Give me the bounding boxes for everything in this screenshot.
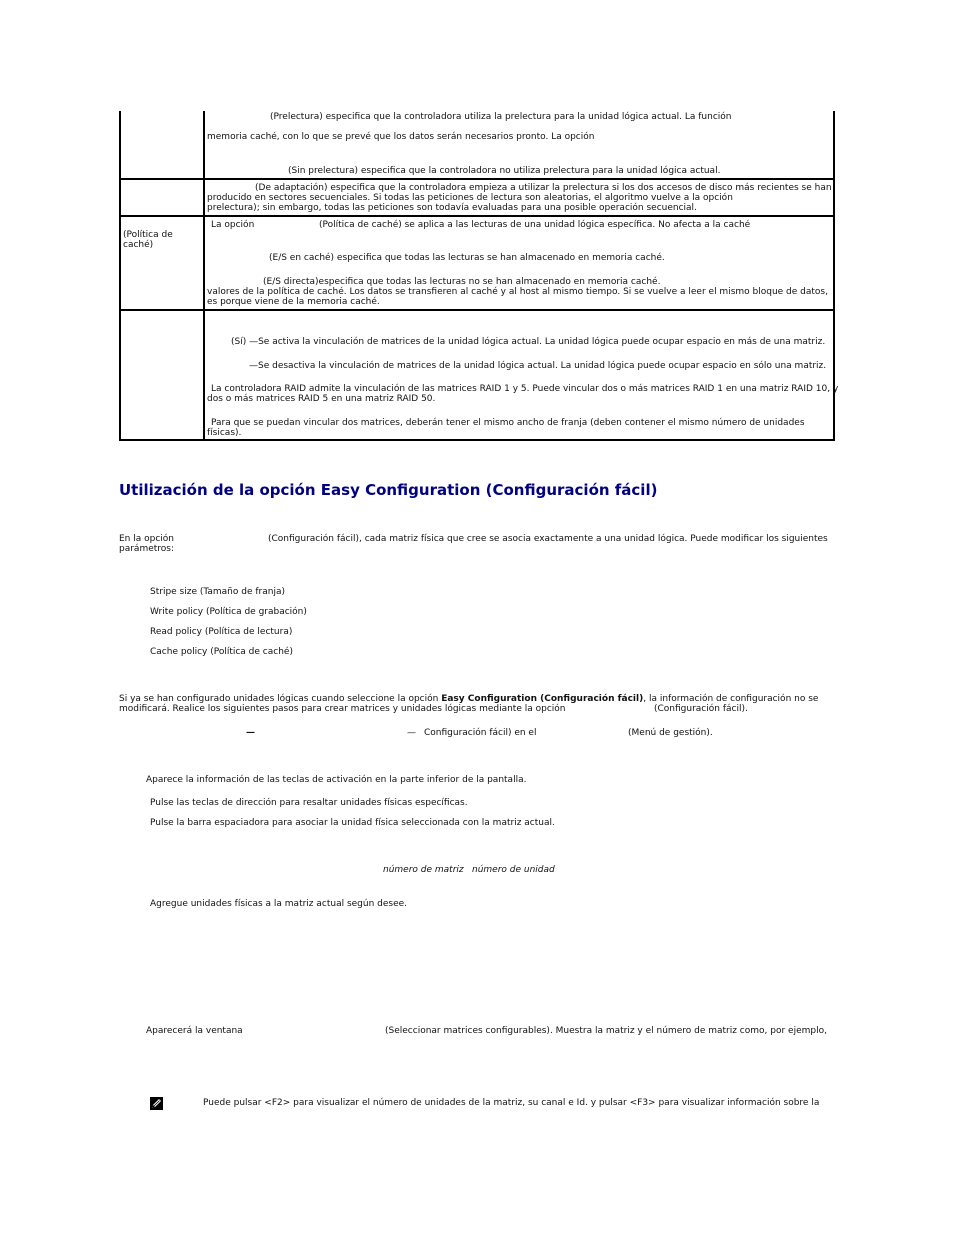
cache-policy-label: caché): [123, 240, 154, 250]
span-raid-text: dos o más matrices RAID 5 en una matriz RAID 50.: [207, 394, 436, 404]
step-text: Configuración fácil) en el: [424, 728, 537, 738]
note-text: Puede pulsar <F2> para visualizar el número de unidades de la matriz, su canal e Id. y pulsar <F3> para visualizar información sobre la: [203, 1098, 820, 1108]
prefetch-text: memoria caché, con lo que se prevé que los datos serán necesarios pronto. La opción: [207, 132, 595, 142]
span-raid-text: La controladora RAID admite la vinculación de las matrices RAID 1 y 5. Puede vincular dos o más matrices RAID 1 en una matriz RAID 10, y: [211, 384, 839, 394]
span-stripe-text: físicas).: [207, 428, 242, 438]
config-paragraph: modificará. Realice los siguientes pasos para crear matrices y unidades lógicas mediante la opción: [119, 704, 566, 714]
config-paragraph: Si ya se han configurado unidades lógicas cuando seleccione la opción Easy Configuration (Configuración fácil), la información de configuración no se: [119, 694, 819, 704]
span-no-text: —Se desactiva la vinculación de matrices de la unidad lógica actual. La unidad lógica puede ocupar espacio en sólo una matriz.: [249, 361, 827, 371]
span-stripe-text: Para que se puedan vincular dos matrices, deberán tener el mismo ancho de franja (deben contener el mismo número de unidades: [211, 418, 805, 428]
direct-io-text: (E/S directa)especifica que todas las lecturas no se han almacenado en memoria caché.: [263, 277, 661, 287]
cached-io-text: (E/S en caché) especifica que todas las lecturas se han almacenado en memoria caché.: [269, 253, 665, 263]
prefetch-text: (Prelectura) especifica que la controladora utiliza la prelectura para la unidad lógica actual. La función: [270, 112, 732, 122]
step-text: Aparece la información de las teclas de activación en la parte inferior de la pantalla.: [146, 775, 527, 785]
cache-policy-text: La opción: [211, 220, 255, 230]
no-prefetch-text: (Sin prelectura) especifica que la controladora no utiliza prelectura para la unidad lógica actual.: [288, 166, 721, 176]
table-border-left: [119, 111, 121, 441]
note-pencil-icon: [150, 1097, 163, 1110]
config-paragraph: (Configuración fácil).: [654, 704, 748, 714]
adaptive-text: (De adaptación) especifica que la controladora empieza a utilizar la prelectura si los dos accesos de disco más recientes se han: [255, 183, 832, 193]
list-item: Cache policy (Política de caché): [150, 647, 293, 657]
table-row-divider: [119, 309, 835, 311]
step-text: (Seleccionar matrices configurables). Muestra la matriz y el número de matriz como, por ejemplo,: [385, 1026, 827, 1036]
step-text: Pulse la barra espaciadora para asociar la unidad física seleccionada con la matriz actual.: [150, 818, 555, 828]
direct-io-text: es porque viene de la memoria caché.: [207, 297, 380, 307]
step-text: Pulse las teclas de dirección para resaltar unidades físicas específicas.: [150, 798, 468, 808]
italic-term: número de matriz: [383, 865, 464, 875]
italic-term: número de unidad: [472, 865, 555, 875]
intro-text: (Configuración fácil), cada matriz física que cree se asocia exactamente a una unidad lógica. Puede modificar los siguientes: [268, 534, 828, 544]
step-text: Agregue unidades físicas a la matriz actual según desee.: [150, 899, 408, 909]
cache-policy-text: (Política de caché) se aplica a las lecturas de una unidad lógica específica. No afecta a la caché: [319, 220, 751, 230]
table-column-divider: [203, 111, 205, 441]
intro-text: parámetros:: [119, 544, 175, 554]
table-row-divider: [119, 178, 835, 180]
table-row-divider: [119, 215, 835, 217]
list-item: Stripe size (Tamaño de franja): [150, 587, 285, 597]
intro-text: En la opción: [119, 534, 175, 544]
adaptive-text: producido en sectores secuenciales. Si todas las peticiones de lectura son aleatorias, el algoritmo vuelve a la opción: [207, 193, 733, 203]
step-text: (Menú de gestión).: [628, 728, 713, 738]
cache-policy-label: (Política de: [123, 230, 173, 240]
span-yes-text: (Sí) —Se activa la vinculación de matrices de la unidad lógica actual. La unidad lógica puede ocupar espacio en más de una matriz.: [231, 337, 826, 347]
list-item: Write policy (Política de grabación): [150, 607, 307, 617]
direct-io-text: valores de la política de caché. Los datos se transfieren al caché y al host al mismo tiempo. Si se vuelve a leer el mismo bloque de datos,: [207, 287, 828, 297]
section-title: Utilización de la opción Easy Configuration (Configuración fácil): [119, 481, 658, 499]
adaptive-text: prelectura); sin embargo, todas las peticiones son todavía evaluadas para una posible operación secuencial.: [207, 203, 697, 213]
step-dash: —: [407, 728, 416, 738]
table-border-bottom: [119, 439, 835, 441]
list-item: Read policy (Política de lectura): [150, 627, 293, 637]
step-text: Aparecerá la ventana: [146, 1026, 243, 1036]
step-dash: —: [246, 728, 255, 738]
